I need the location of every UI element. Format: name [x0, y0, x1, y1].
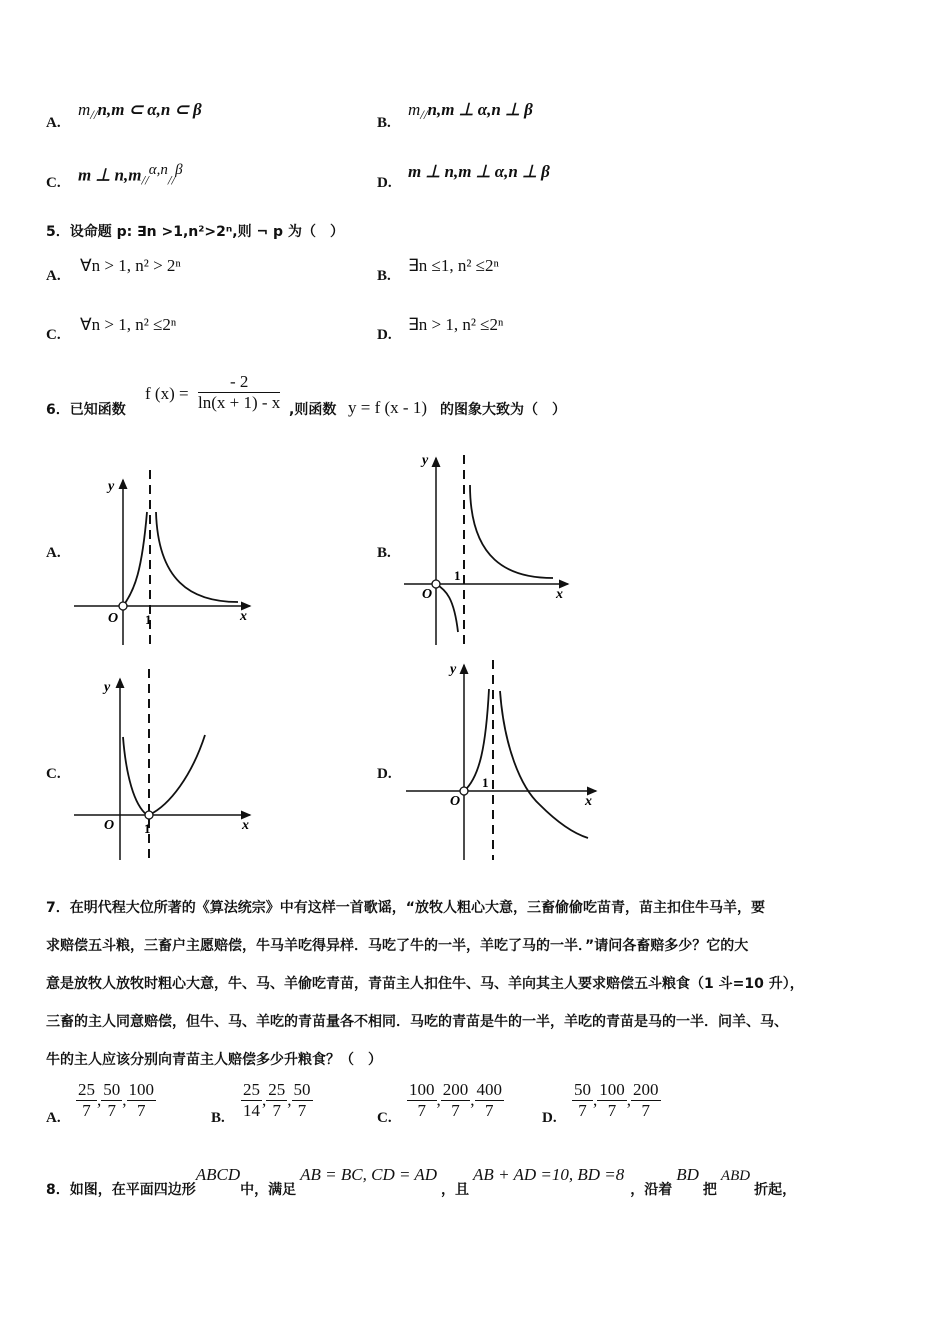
comma-separator: ,	[470, 1090, 475, 1110]
q6-fraction	[198, 372, 280, 413]
comma-separator: ,	[626, 1090, 631, 1110]
q4-c-mid: α,n	[148, 162, 168, 178]
origin-label: O	[104, 818, 115, 833]
q8-math-bd: BD	[676, 1165, 699, 1184]
fraction	[127, 1080, 157, 1121]
fraction-denominator: 7	[417, 1101, 426, 1120]
q4-option-a-formula	[78, 100, 202, 123]
q5-option-b-formula: ∃n ≤1, n² ≤2ⁿ	[408, 256, 499, 275]
origin-point	[432, 580, 440, 588]
one-label: 1	[145, 612, 152, 627]
x-label: x	[240, 609, 247, 624]
q6-graph-a	[60, 460, 260, 650]
fraction-denominator: 7	[107, 1101, 116, 1120]
x-label: x	[585, 794, 592, 809]
fraction	[101, 1080, 122, 1121]
q7-option-values	[76, 1080, 156, 1121]
fraction-numerator: 50	[103, 1080, 121, 1099]
y-label: y	[104, 680, 111, 695]
q6-numerator: - 2	[198, 372, 280, 393]
q7-option-values	[572, 1080, 661, 1121]
one-label: 1	[454, 568, 461, 583]
q4-c-pre: m ⊥ n,m	[78, 165, 142, 185]
fraction-denominator: 7	[82, 1101, 91, 1120]
fraction-denominator: 7	[641, 1101, 650, 1120]
q7-line: 牛的主人应该分别向青苗主人赔偿多少升粮食？（ ）	[46, 1052, 382, 1068]
curve-right	[149, 735, 205, 815]
q4-option-d-label: D.	[377, 175, 392, 191]
comma-separator: ,	[97, 1090, 102, 1110]
q6-denominator: ln(x + 1) - x	[198, 393, 281, 412]
fraction-denominator: 14	[243, 1101, 260, 1120]
q8-math-abcd: ABCD	[195, 1165, 241, 1184]
fraction-denominator: 7	[297, 1101, 307, 1120]
comma-separator: ,	[122, 1090, 127, 1110]
fraction-numerator: 25	[268, 1080, 286, 1099]
fraction-numerator: 400	[476, 1080, 502, 1099]
q4-a-parallel: //	[90, 107, 98, 123]
q8-math-abd: ABD	[720, 1168, 751, 1184]
fraction-numerator: 100	[599, 1080, 625, 1099]
x-label: x	[556, 587, 563, 602]
fraction-numerator: 50	[574, 1080, 591, 1099]
q7-option-label: B.	[211, 1110, 225, 1126]
curve-left	[123, 737, 147, 815]
q6-graph-b-label: B.	[377, 545, 391, 561]
q5-stem: 5．设命题 p: ∃n >1,n²>2ⁿ,则 ¬ p 为（ ）	[46, 224, 344, 240]
q4-a-post: n,m ⊂ α,n ⊂ β	[97, 100, 202, 119]
fraction-numerator: 200	[442, 1080, 469, 1099]
q4-c-parallel2: //	[167, 172, 176, 188]
comma-separator: ,	[262, 1090, 267, 1110]
point-one	[145, 811, 153, 819]
q6-suffix: 的图象大致为（ ）	[440, 402, 566, 418]
q6-graph-a-label: A.	[46, 545, 61, 561]
q5-option-c-label: C.	[46, 327, 61, 343]
origin-point	[119, 602, 127, 610]
fraction-denominator: 7	[137, 1101, 146, 1120]
q7-option-values	[407, 1080, 504, 1121]
q5-option-d-formula: ∃n > 1, n² ≤2ⁿ	[408, 315, 504, 334]
q8-stem	[46, 1165, 796, 1199]
q4-option-c-label: C.	[46, 175, 61, 191]
fraction-denominator: 7	[451, 1101, 460, 1120]
q5-option-d-label: D.	[377, 327, 392, 343]
q7-paragraph	[46, 889, 804, 1079]
q6-graph-b	[398, 450, 588, 650]
fraction-numerator: 100	[128, 1080, 154, 1099]
fraction-numerator: 50	[293, 1080, 311, 1099]
comma-separator: ,	[287, 1090, 292, 1110]
fraction	[292, 1080, 313, 1121]
q5-option-a-formula: ∀n > 1, n² > 2ⁿ	[80, 256, 181, 275]
q5-option-a-label: A.	[46, 268, 61, 284]
fraction-numerator: 100	[409, 1080, 435, 1099]
fraction	[76, 1080, 97, 1121]
q8-text-3: ，且	[441, 1182, 470, 1198]
fraction	[572, 1080, 593, 1121]
q7-line: 意是放牧人放牧时粗心大意，牛、马、羊偷吃青苗，青苗主人扣住牛、马、羊向其主人要求赔偿五斗粮食（1 斗=10 升），	[46, 976, 804, 992]
fraction	[475, 1080, 505, 1121]
q4-option-a-label: A.	[46, 115, 61, 131]
fraction-denominator: 7	[578, 1101, 587, 1120]
q4-c-parallel1: //	[141, 172, 149, 188]
q4-c-post: β	[175, 162, 183, 178]
q4-b-pre: m	[408, 100, 421, 119]
fraction-numerator: 25	[78, 1080, 95, 1099]
q8-math-equalities: AB = BC, CD = AD	[300, 1165, 438, 1184]
fraction-numerator: 200	[633, 1080, 659, 1099]
one-label: 1	[144, 821, 151, 836]
fraction	[441, 1080, 471, 1121]
q7-option-label: D.	[542, 1110, 557, 1126]
origin-point	[460, 787, 468, 795]
q4-option-c-formula	[78, 162, 183, 189]
fraction	[241, 1080, 262, 1121]
q4-b-post: n,m ⊥ α,n ⊥ β	[427, 100, 533, 119]
origin-label: O	[450, 794, 461, 809]
fraction	[631, 1080, 661, 1121]
y-label: y	[450, 662, 457, 677]
origin-label: O	[108, 611, 119, 626]
q8-text-4: ，沿着	[630, 1182, 673, 1198]
q6-prefix: 6．已知函数	[46, 402, 126, 418]
fraction-denominator: 7	[607, 1101, 617, 1120]
one-label: 1	[482, 775, 489, 790]
q7-option-label: A.	[46, 1110, 61, 1126]
y-label: y	[422, 453, 429, 468]
curve-right	[470, 485, 553, 578]
y-label: y	[108, 479, 115, 494]
q8-text-1: 8．如图，在平面四边形	[46, 1182, 196, 1198]
q7-line: 求赔偿五斗粮，三畜户主愿赔偿，牛马羊吃得异样．马吃了牛的一半，羊吃了马的一半．”请问各畜赔多少？它的大	[46, 938, 749, 954]
fraction-denominator: 7	[485, 1101, 494, 1120]
q8-text-6: 折起，	[754, 1182, 797, 1198]
q4-b-parallel: //	[420, 107, 428, 123]
fraction-denominator: 7	[272, 1101, 281, 1120]
q4-option-b-label: B.	[377, 115, 391, 131]
q4-option-d-formula: m ⊥ n,m ⊥ α,n ⊥ β	[408, 162, 550, 181]
q7-option-values	[241, 1080, 313, 1121]
fraction	[407, 1080, 437, 1121]
q4-a-pre: m	[78, 100, 91, 119]
comma-separator: ,	[436, 1090, 441, 1110]
q8-text-5: 把	[702, 1182, 717, 1198]
q6-graph-d-label: D.	[377, 766, 392, 782]
comma-separator: ,	[593, 1090, 598, 1110]
q6-mid: ,则函数	[289, 402, 337, 418]
q7-option-label: C.	[377, 1110, 392, 1126]
q5-option-c-formula: ∀n > 1, n² ≤2ⁿ	[80, 315, 177, 334]
curve-left	[436, 584, 458, 632]
q6-graph-d	[400, 655, 600, 865]
q4-option-b-formula	[408, 100, 533, 123]
curve-left	[123, 512, 147, 606]
origin-label: O	[422, 587, 433, 602]
fraction	[266, 1080, 287, 1121]
q5-option-b-label: B.	[377, 268, 391, 284]
q6-yfx: y = f (x - 1)	[348, 398, 427, 417]
x-label: x	[242, 818, 249, 833]
q8-text-2: 中，满足	[240, 1182, 297, 1198]
fraction-numerator: 25	[243, 1080, 260, 1099]
q7-line: 三畜的主人同意赔偿，但牛、马、羊吃的青苗量各不相同．马吃的青苗是牛的一半，羊吃的青苗是马的一半．问羊、马、	[46, 1014, 788, 1030]
q6-graph-c-label: C.	[46, 766, 61, 782]
curve-right	[500, 691, 588, 838]
q8-math-lengths: AB + AD =10, BD =8	[473, 1165, 625, 1184]
q6-graph-c	[60, 665, 260, 865]
fraction	[597, 1080, 627, 1121]
curve-right	[156, 512, 238, 602]
q6-fx: f (x) =	[145, 384, 189, 403]
q7-line: 7．在明代程大位所著的《算法统宗》中有这样一首歌谣，“放牧人粗心大意，三畜偷偷吃苗青，苗主扣住牛马羊，要	[46, 900, 765, 916]
